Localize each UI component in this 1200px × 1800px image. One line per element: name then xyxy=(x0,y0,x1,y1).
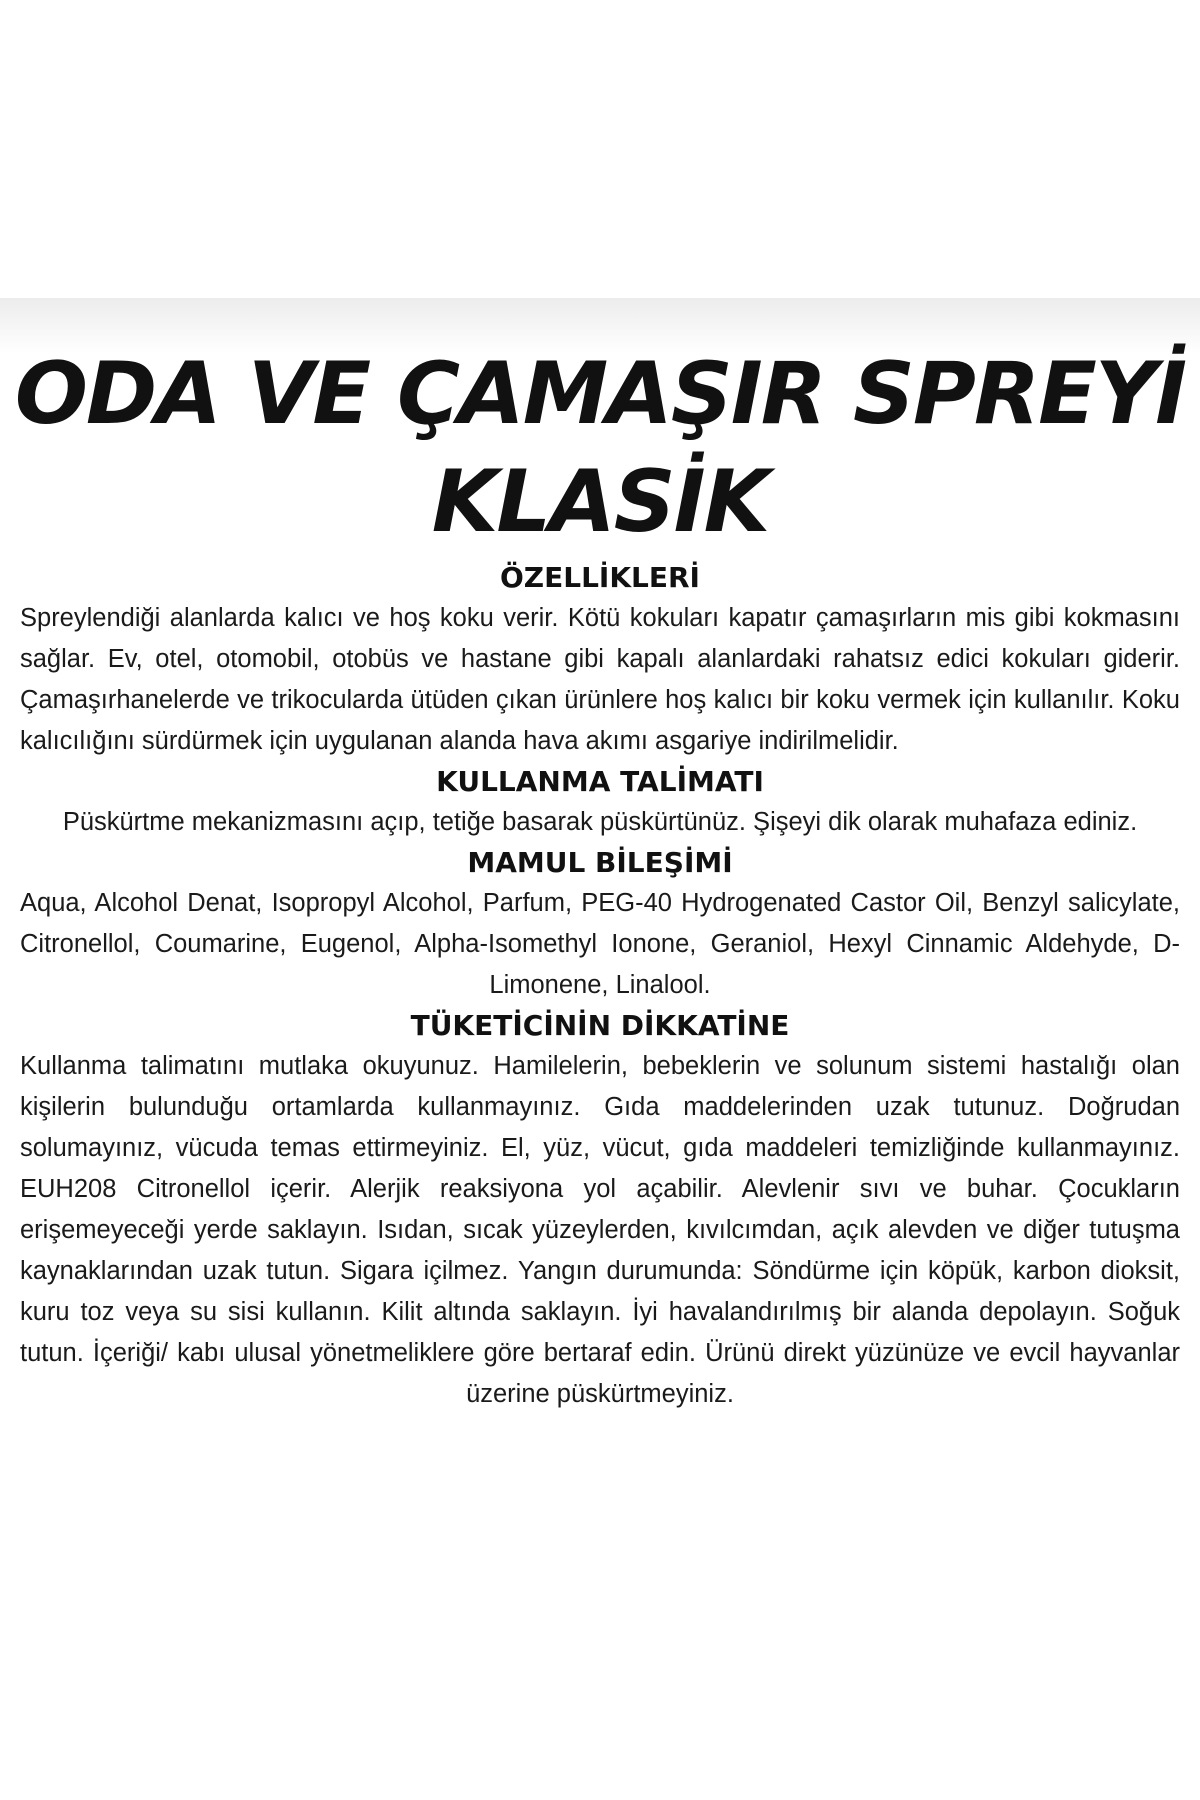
usage-instructions-heading: KULLANMA TALİMATI xyxy=(436,765,764,798)
features-section xyxy=(0,558,1200,762)
features-heading: ÖZELLİKLERİ xyxy=(500,561,700,594)
consumer-warnings-heading: TÜKETİCİNİN DİKKATİNE xyxy=(410,1009,790,1042)
product-label xyxy=(0,340,1200,1415)
consumer-warnings-text: Kullanma talimatını mutlaka okuyunuz. Hamilelerin, bebeklerin ve solunum sistemi hastalığı olan kişilerin bulunduğu ortamlarda kullanmayınız. Gıda maddelerinden uzak tutunuz. Doğrudan solumayınız, vücuda temas ettirmeyiniz. El, yüz, vücut, gıda maddeleri temizliğinde kullanmayınız. EUH208 Citronellol içerir. Alerjik reaksiyona yol açabilir. Alevlenir sıvı ve buhar. Çocukların erişemeyeceği yerde saklayın. Isıdan, sıcak yüzeylerden, kıvılcımdan, açık alevden ve diğer tutuşma kaynaklarından uzak tutun. Sigara içilmez. Yangın durumunda: Söndürme için köpük, karbon dioksit, kuru toz veya su sisi kullanın. Kilit altında saklayın. İyi havalandırılmış bir alanda depolayın. Soğuk tutun. İçeriği/ kabı ulusal yönetmeliklere göre bertaraf edin. Ürünü direkt yüzünüze ve evcil hayvanlar üzerine püskürtmeyiniz. xyxy=(20,1052,1180,1408)
features-text: Spreylendiği alanlarda kalıcı ve hoş koku verir. Kötü kokuları kapatır çamaşırların mis gibi kokmasını sağlar. Ev, otel, otomobil, otobüs ve hastane gibi kapalı alanlardaki rahatsız edici kokuları giderir. Çamaşırhanelerde ve trikocularda ütüden çıkan ürünlere hoş kalıcı bir koku vermek için kullanılır. Koku kalıcılığını sürdürmek için uygulanan alanda hava akımı asgariye indirilmelidir. xyxy=(20,604,1180,755)
usage-instructions-section xyxy=(0,762,1200,843)
usage-instructions-text: Püskürtme mekanizmasını açıp, tetiğe basarak püskürtünüz. Şişeyi dik olarak muhafaza ediniz. xyxy=(62,808,1138,836)
product-title-line-1: ODA VE ÇAMAŞIR SPREYİ xyxy=(14,344,1186,444)
composition-text: Aqua, Alcohol Denat, Isopropyl Alcohol, Parfum, PEG-40 Hydrogenated Castor Oil, Benzyl salicylate, Citronellol, Coumarine, Eugenol, Alpha-Isomethyl Ionone, Geraniol, Hexyl Cinnamic Aldehyde, D-Limonene, Linalool. xyxy=(20,889,1180,999)
product-title xyxy=(0,340,1200,556)
consumer-warnings-section xyxy=(0,1006,1200,1415)
composition-section xyxy=(0,843,1200,1006)
product-title-line-2: KLASİK xyxy=(431,452,769,552)
composition-heading: MAMUL BİLEŞİMİ xyxy=(467,846,733,879)
